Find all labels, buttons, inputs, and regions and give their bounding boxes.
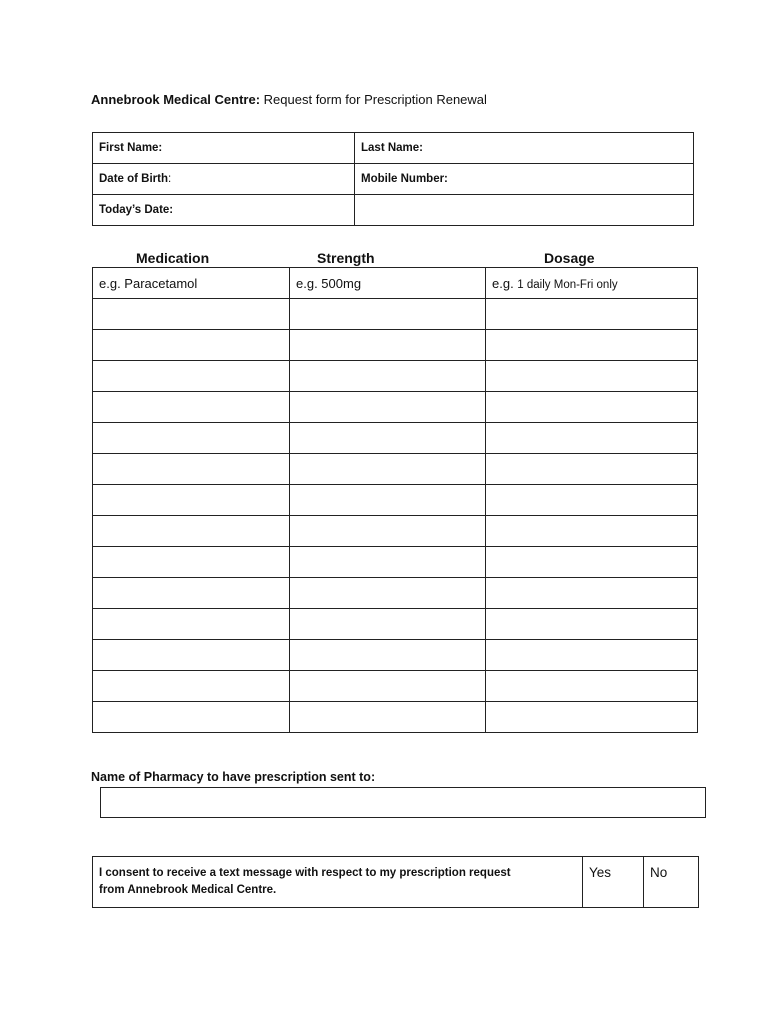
medication-row bbox=[93, 547, 698, 578]
example-dosage[interactable] bbox=[486, 268, 698, 299]
medication-row bbox=[93, 702, 698, 733]
strength-cell[interactable] bbox=[290, 485, 486, 516]
mobile-label: Mobile Number: bbox=[361, 173, 448, 185]
dosage-header: Dosage bbox=[544, 250, 595, 266]
consent-statement bbox=[93, 857, 583, 908]
medication-cell[interactable] bbox=[93, 609, 290, 640]
strength-cell[interactable] bbox=[290, 330, 486, 361]
pharmacy-label: Name of Pharmacy to have prescription sent to: bbox=[91, 770, 376, 784]
dosage-cell[interactable] bbox=[486, 299, 698, 330]
strength-cell[interactable] bbox=[290, 640, 486, 671]
medication-row bbox=[93, 671, 698, 702]
strength-cell[interactable] bbox=[290, 516, 486, 547]
dosage-cell[interactable] bbox=[486, 609, 698, 640]
medication-cell[interactable] bbox=[93, 516, 290, 547]
first-name-label: First Name: bbox=[99, 142, 163, 154]
medication-row bbox=[93, 392, 698, 423]
medication-cell[interactable] bbox=[93, 671, 290, 702]
strength-cell[interactable] bbox=[290, 578, 486, 609]
medication-cell[interactable] bbox=[93, 578, 290, 609]
dosage-cell[interactable] bbox=[486, 640, 698, 671]
consent-table bbox=[92, 856, 699, 908]
medication-header: Medication bbox=[136, 250, 210, 266]
dosage-cell[interactable] bbox=[486, 330, 698, 361]
medication-row bbox=[93, 454, 698, 485]
medication-table bbox=[92, 267, 698, 733]
patient-details-table bbox=[92, 132, 694, 226]
example-strength[interactable]: e.g. 500mg bbox=[290, 268, 486, 299]
pharmacy-input[interactable] bbox=[100, 787, 706, 818]
consent-line-1: I consent to receive a text message with respect to my prescription request bbox=[99, 867, 511, 879]
medication-cell[interactable] bbox=[93, 299, 290, 330]
dosage-cell[interactable] bbox=[486, 547, 698, 578]
dob-colon: : bbox=[168, 173, 172, 185]
strength-cell[interactable] bbox=[290, 361, 486, 392]
dosage-cell[interactable] bbox=[486, 454, 698, 485]
medication-row bbox=[93, 485, 698, 516]
first-name-field[interactable] bbox=[93, 133, 355, 164]
medication-cell[interactable] bbox=[93, 454, 290, 485]
form-title bbox=[91, 92, 487, 107]
strength-header: Strength bbox=[317, 250, 375, 266]
strength-cell[interactable] bbox=[290, 702, 486, 733]
strength-cell[interactable] bbox=[290, 392, 486, 423]
example-dosage-text: 1 daily Mon-Fri only bbox=[517, 278, 618, 291]
strength-cell[interactable] bbox=[290, 671, 486, 702]
consent-no-option[interactable]: No bbox=[644, 857, 699, 908]
medication-row bbox=[93, 423, 698, 454]
consent-yes-option[interactable]: Yes bbox=[583, 857, 644, 908]
medication-cell[interactable] bbox=[93, 485, 290, 516]
medication-cell[interactable] bbox=[93, 361, 290, 392]
form-subtitle: Request form for Prescription Renewal bbox=[263, 92, 487, 107]
medication-cell[interactable] bbox=[93, 392, 290, 423]
dosage-cell[interactable] bbox=[486, 485, 698, 516]
medication-cell[interactable] bbox=[93, 330, 290, 361]
dosage-cell[interactable] bbox=[486, 392, 698, 423]
clinic-name: Annebrook Medical Centre: bbox=[91, 92, 261, 107]
strength-cell[interactable] bbox=[290, 299, 486, 330]
dosage-cell[interactable] bbox=[486, 671, 698, 702]
dob-label: Date of Birth bbox=[99, 173, 168, 185]
medication-row bbox=[93, 609, 698, 640]
consent-line-2: from Annebrook Medical Centre. bbox=[99, 884, 277, 896]
mobile-field[interactable] bbox=[355, 164, 694, 195]
blank-cell[interactable] bbox=[355, 195, 694, 226]
last-name-label: Last Name: bbox=[361, 142, 423, 154]
dob-field[interactable] bbox=[93, 164, 355, 195]
medication-cell[interactable] bbox=[93, 640, 290, 671]
dosage-cell[interactable] bbox=[486, 516, 698, 547]
example-medication[interactable]: e.g. Paracetamol bbox=[93, 268, 290, 299]
medication-cell[interactable] bbox=[93, 702, 290, 733]
strength-cell[interactable] bbox=[290, 423, 486, 454]
dosage-cell[interactable] bbox=[486, 361, 698, 392]
medication-row bbox=[93, 516, 698, 547]
strength-cell[interactable] bbox=[290, 547, 486, 578]
medication-row bbox=[93, 640, 698, 671]
medication-cell[interactable] bbox=[93, 423, 290, 454]
medication-row bbox=[93, 299, 698, 330]
medication-cell[interactable] bbox=[93, 547, 290, 578]
medication-row bbox=[93, 330, 698, 361]
medication-row bbox=[93, 361, 698, 392]
example-row bbox=[93, 268, 698, 299]
strength-cell[interactable] bbox=[290, 609, 486, 640]
strength-cell[interactable] bbox=[290, 454, 486, 485]
dosage-cell[interactable] bbox=[486, 423, 698, 454]
medication-row bbox=[93, 578, 698, 609]
dosage-cell[interactable] bbox=[486, 578, 698, 609]
dosage-cell[interactable] bbox=[486, 702, 698, 733]
todays-date-field[interactable] bbox=[93, 195, 355, 226]
last-name-field[interactable] bbox=[355, 133, 694, 164]
todays-date-label: Today’s Date: bbox=[99, 204, 174, 216]
example-dosage-prefix: e.g. bbox=[492, 275, 518, 291]
